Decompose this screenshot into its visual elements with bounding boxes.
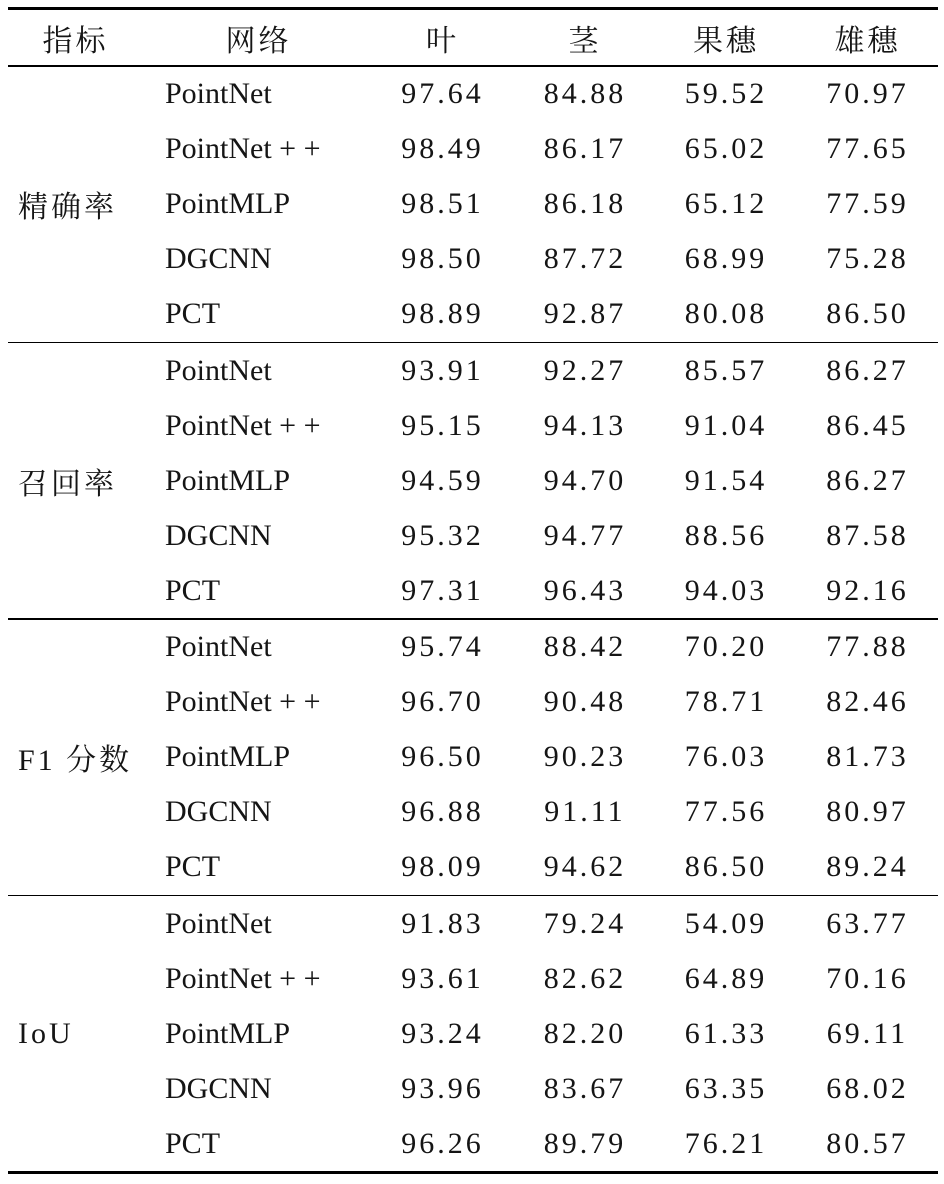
table-row [155,1006,938,1061]
stem-value: 92.27 [543,353,627,387]
stem-value: 90.23 [543,740,627,773]
ear-value: 70.20 [684,630,768,663]
metric-label: IoU [18,1016,74,1050]
network-cell: PointMLP [165,740,291,773]
table-row [155,122,938,177]
table-row [155,232,938,287]
ear-value: 78.71 [684,685,768,718]
ear-value: 63.35 [684,1071,768,1105]
header-leaf: 叶 [426,24,459,58]
stem-value: 82.20 [543,1016,627,1050]
leaf-value: 96.70 [401,685,484,718]
ear-value: 76.03 [684,740,768,773]
metric-label: F1 分数 [18,744,133,777]
table-row [155,951,938,1006]
leaf-value: 98.49 [401,132,484,165]
table-row [155,343,938,398]
leaf-value: 95.15 [401,408,484,442]
header-metric: 指标 [42,24,109,58]
ear-value: 65.02 [684,132,768,165]
table-row [155,508,938,563]
table-row [155,1116,938,1171]
stem-value: 94.13 [543,408,627,442]
stem-value: 96.43 [543,573,627,607]
stem-value: 94.77 [543,518,627,552]
tassel-value: 89.24 [826,850,909,883]
stem-value: 86.18 [543,187,627,220]
table-row [155,287,938,342]
leaf-value: 93.91 [401,353,484,387]
tassel-value: 77.59 [826,187,909,220]
leaf-value: 94.59 [401,463,484,497]
leaf-value: 93.24 [401,1016,484,1050]
network-cell: PointNet [165,77,272,110]
stem-value: 83.67 [543,1071,627,1105]
network-cell: PointNet + + [165,961,321,995]
network-cell: DGCNN [165,795,272,828]
ear-value: 64.89 [684,961,768,995]
network-cell: DGCNN [165,242,272,275]
network-cell: DGCNN [165,1071,272,1105]
tassel-value: 80.57 [826,1126,909,1160]
tassel-value: 92.16 [826,573,909,607]
tassel-value: 63.77 [826,906,909,940]
network-cell: PointNet [165,906,272,940]
network-cell: PCT [165,1126,221,1160]
network-cell: PointNet + + [165,408,321,442]
tassel-value: 86.27 [826,463,909,497]
header-row [8,10,938,65]
tassel-value: 86.50 [826,297,909,330]
metric-group [8,67,938,342]
network-cell: PCT [165,850,221,883]
tassel-value: 69.11 [826,1016,909,1050]
network-cell: PointMLP [165,187,291,220]
stem-value: 94.70 [543,463,627,497]
leaf-value: 95.74 [401,630,484,663]
metric-label: 精确率 [18,191,117,224]
table-row [155,620,938,675]
network-cell: PCT [165,573,221,607]
tassel-value: 77.65 [826,132,909,165]
table-row [155,1061,938,1116]
metric-group [8,620,938,895]
network-cell: PointMLP [165,463,291,497]
stem-value: 88.42 [543,630,627,663]
ear-value: 80.08 [684,297,768,330]
tassel-value: 80.97 [826,795,909,828]
metric-label: 召回率 [18,467,117,501]
tassel-value: 70.16 [826,961,909,995]
leaf-value: 93.61 [401,961,484,995]
stem-value: 82.62 [543,961,627,995]
ear-value: 94.03 [684,573,768,607]
table-row [155,785,938,840]
table-row [155,840,938,895]
tassel-value: 68.02 [826,1071,909,1105]
tassel-value: 77.88 [826,630,909,663]
tassel-value: 70.97 [826,77,909,110]
ear-value: 59.52 [684,77,768,110]
header-tassel: 雄穗 [834,24,901,58]
leaf-value: 93.96 [401,1071,484,1105]
bottom-rule [8,1171,938,1174]
ear-value: 68.99 [684,242,768,275]
tassel-value: 86.45 [826,408,909,442]
table-row [155,453,938,508]
network-cell: PointNet + + [165,685,321,718]
metric-group [8,896,938,1171]
leaf-value: 98.51 [401,187,484,220]
stem-value: 87.72 [543,242,627,275]
tassel-value: 87.58 [826,518,909,552]
ear-value: 77.56 [684,795,768,828]
table-row [155,67,938,122]
header-ear: 果穗 [693,24,759,58]
ear-value: 65.12 [684,187,768,220]
stem-value: 90.48 [543,685,627,718]
leaf-value: 98.89 [401,297,484,330]
network-cell: PointNet + + [165,132,321,165]
network-cell: PointNet [165,353,272,387]
leaf-value: 95.32 [401,518,484,552]
stem-value: 86.17 [543,132,627,165]
stem-value: 92.87 [543,297,627,330]
stem-value: 91.11 [544,795,626,828]
tassel-value: 75.28 [826,242,909,275]
leaf-value: 91.83 [401,906,484,940]
leaf-value: 97.64 [401,77,484,110]
leaf-value: 96.50 [401,740,484,773]
metric-group [8,343,938,618]
ear-value: 91.04 [684,408,768,442]
tassel-value: 86.27 [826,353,909,387]
table-row [155,675,938,730]
header-network: 网络 [225,24,292,58]
ear-value: 54.09 [684,906,768,940]
network-cell: PointMLP [165,1016,291,1050]
stem-value: 94.62 [543,850,627,883]
ear-value: 85.57 [684,353,768,387]
ear-value: 86.50 [684,850,768,883]
header-stem: 茎 [568,24,602,58]
stem-value: 84.88 [543,77,627,110]
network-cell: PointNet [165,630,272,663]
results-table [8,7,938,1174]
ear-value: 91.54 [684,463,768,497]
table-row [155,563,938,618]
table-row [155,730,938,785]
tassel-value: 81.73 [826,740,909,773]
table-row [155,398,938,453]
table-row [155,896,938,951]
ear-value: 88.56 [684,518,768,552]
leaf-value: 96.26 [401,1126,484,1160]
table-row [155,177,938,232]
network-cell: PCT [165,297,221,330]
network-cell: DGCNN [165,518,272,552]
leaf-value: 97.31 [401,573,484,607]
ear-value: 76.21 [684,1126,768,1160]
stem-value: 79.24 [543,906,627,940]
leaf-value: 98.50 [401,242,484,275]
ear-value: 61.33 [684,1016,768,1050]
tassel-value: 82.46 [826,685,909,718]
leaf-value: 98.09 [401,850,484,883]
leaf-value: 96.88 [401,795,484,828]
stem-value: 89.79 [543,1126,627,1160]
